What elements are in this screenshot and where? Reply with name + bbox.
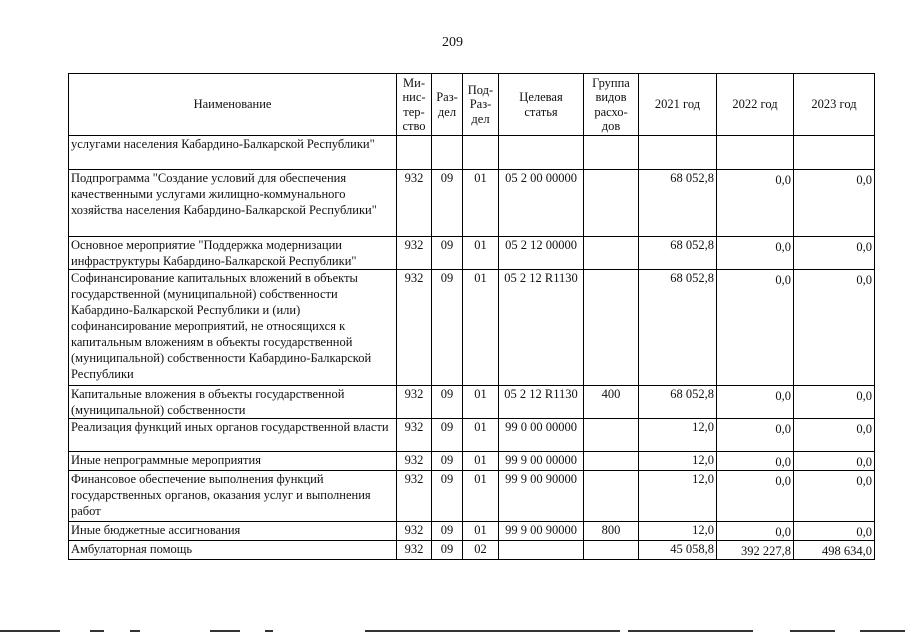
header-expense-group: Группа видов расхо- дов [584,74,639,136]
budget-table [68,73,875,560]
row-subsection: 01 [463,419,499,452]
row-section: 09 [432,541,463,560]
row-name: Амбулаторная помощь [69,541,397,560]
header-2021: 2021 год [639,74,717,136]
row-subsection: 01 [463,237,499,270]
row-2022 [717,136,794,170]
row-2023: 0,0 [794,452,875,471]
row-2021: 12,0 [639,419,717,452]
row-section: 09 [432,270,463,386]
row-target-article: 99 9 00 00000 [499,452,584,471]
row-ministry: 932 [397,237,432,270]
row-2022: 0,0 [717,452,794,471]
row-2022: 0,0 [717,419,794,452]
row-name: Реализация функций иных органов государственной власти [69,419,397,452]
row-subsection [463,136,499,170]
row-target-article: 05 2 12 R1130 [499,270,584,386]
header-ministry: Ми- нис- тер- ство [397,74,432,136]
row-expense-group [584,419,639,452]
row-expense-group: 400 [584,386,639,419]
row-expense-group [584,452,639,471]
row-section: 09 [432,419,463,452]
header-subsection: Под- Раз- дел [463,74,499,136]
row-2023: 0,0 [794,419,875,452]
row-target-article: 99 9 00 90000 [499,471,584,522]
row-2022: 0,0 [717,270,794,386]
row-2022: 0,0 [717,237,794,270]
row-name: Капитальные вложения в объекты государственной (муниципальной) собственности [69,386,397,419]
row-2023: 0,0 [794,522,875,541]
row-2021: 68 052,8 [639,270,717,386]
row-2023: 0,0 [794,386,875,419]
row-2021: 12,0 [639,471,717,522]
row-section: 09 [432,522,463,541]
row-name: услугами населения Кабардино-Балкарской Республики" [69,136,397,170]
row-name: Подпрограмма "Создание условий для обеспечения качественными услугами жилищно-коммунального хозяйства населения Кабардино-Балкарской Республики" [69,170,397,237]
row-target-article: 05 2 12 00000 [499,237,584,270]
table-row [69,136,875,170]
row-target-article [499,541,584,560]
table-row [69,270,875,386]
row-2021: 68 052,8 [639,170,717,237]
table-row [69,419,875,452]
row-ministry: 932 [397,522,432,541]
row-ministry: 932 [397,170,432,237]
row-subsection: 01 [463,522,499,541]
row-ministry: 932 [397,541,432,560]
row-2022: 0,0 [717,386,794,419]
row-subsection: 01 [463,270,499,386]
row-2023 [794,136,875,170]
scan-artifacts [0,628,905,634]
row-expense-group [584,471,639,522]
table-row [69,386,875,419]
row-name: Софинансирование капитальных вложений в объекты государственной (муниципальной) собственности Кабардино-Балкарской Республики и (или) софинансирование мероприятий, не относящихся к капитальным вложениям в объекты государственной (муниципальной) собственности Кабардино-Балкарской Республики [69,270,397,386]
page-number: 209 [442,35,463,50]
row-2022: 0,0 [717,471,794,522]
row-name: Иные непрограммные мероприятия [69,452,397,471]
row-2021: 12,0 [639,522,717,541]
row-2023: 0,0 [794,270,875,386]
row-target-article: 05 2 00 00000 [499,170,584,237]
row-name: Финансовое обеспечение выполнения функций государственных органов, оказания услуг и выполнения работ [69,471,397,522]
row-target-article: 99 0 00 00000 [499,419,584,452]
table-row [69,541,875,560]
row-target-article [499,136,584,170]
row-section: 09 [432,471,463,522]
row-ministry: 932 [397,471,432,522]
row-subsection: 02 [463,541,499,560]
row-section: 09 [432,452,463,471]
row-ministry [397,136,432,170]
header-2022: 2022 год [717,74,794,136]
row-ministry: 932 [397,386,432,419]
header-target-article: Целевая статья [499,74,584,136]
row-section: 09 [432,386,463,419]
row-section [432,136,463,170]
table-row [69,237,875,270]
row-2023: 498 634,0 [794,541,875,560]
table-row [69,522,875,541]
row-expense-group [584,541,639,560]
row-2023: 0,0 [794,237,875,270]
row-section: 09 [432,170,463,237]
row-name: Основное мероприятие "Поддержка модернизации инфраструктуры Кабардино-Балкарской Республики" [69,237,397,270]
row-subsection: 01 [463,170,499,237]
header-name: Наименование [69,74,397,136]
row-expense-group [584,170,639,237]
row-target-article: 05 2 12 R1130 [499,386,584,419]
row-ministry: 932 [397,270,432,386]
row-subsection: 01 [463,471,499,522]
row-2021: 68 052,8 [639,386,717,419]
row-2021: 68 052,8 [639,237,717,270]
row-2021 [639,136,717,170]
row-2021: 45 058,8 [639,541,717,560]
row-2022: 0,0 [717,170,794,237]
table-row [69,471,875,522]
table-row [69,452,875,471]
row-ministry: 932 [397,419,432,452]
row-2022: 392 227,8 [717,541,794,560]
row-target-article: 99 9 00 90000 [499,522,584,541]
row-expense-group [584,237,639,270]
row-expense-group [584,136,639,170]
row-2021: 12,0 [639,452,717,471]
table-row [69,170,875,237]
row-expense-group: 800 [584,522,639,541]
row-2023: 0,0 [794,471,875,522]
header-section: Раз- дел [432,74,463,136]
row-name: Иные бюджетные ассигнования [69,522,397,541]
header-2023: 2023 год [794,74,875,136]
row-expense-group [584,270,639,386]
row-ministry: 932 [397,452,432,471]
row-2023: 0,0 [794,170,875,237]
row-2022: 0,0 [717,522,794,541]
row-subsection: 01 [463,452,499,471]
row-subsection: 01 [463,386,499,419]
header-row [69,74,875,136]
row-section: 09 [432,237,463,270]
